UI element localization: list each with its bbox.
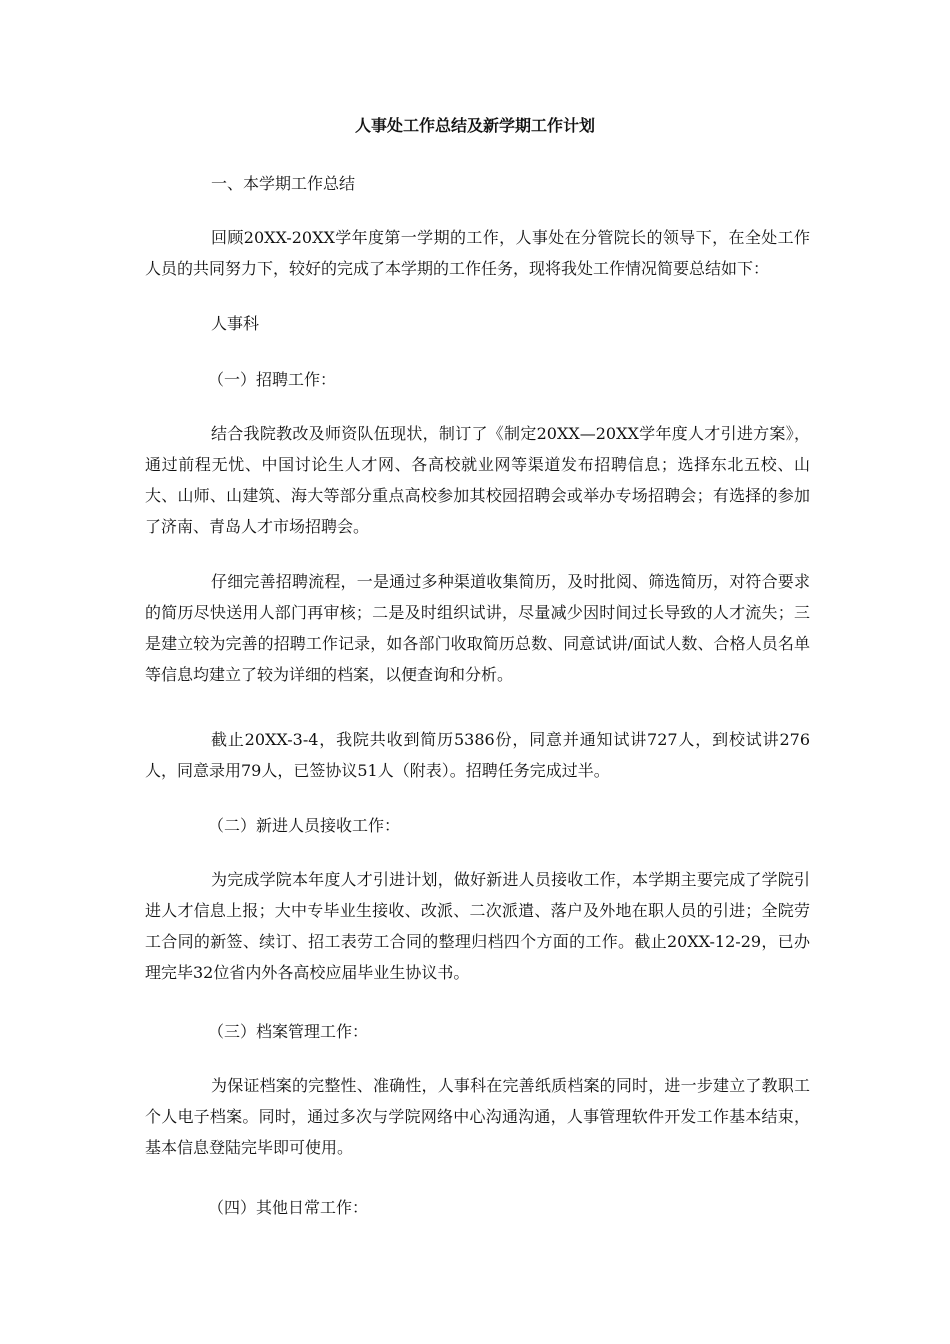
recruitment-paragraph-3: 截止20XX-3-4，我院共收到简历5386份，同意并通知试讲727人，到校试讲276人，同意录用79人，已签协议51人（附表）。招聘任务完成过半。 <box>145 730 810 780</box>
subsection-heading-recruitment: （一）招聘工作： <box>208 370 337 389</box>
recruitment-paragraph-1: 结合我院教改及师资队伍现状，制订了《制定20XX—20XX学年度人才引进方案》，通过前程无忧、中国讨论生人才网、各高校就业网等渠道发布招聘信息；选择东北五校、山大、山师、山建筑、海大等部分重点高校参加其校园招聘会或举办专场招聘会；有选择的参加了济南、青岛人才市场招聘会。 <box>145 424 810 536</box>
subsection-heading-new-staff: （二）新进人员接收工作： <box>208 816 401 835</box>
document-title: 人事处工作总结及新学期工作计划 <box>354 116 595 135</box>
subsection-heading-other-work: （四）其他日常工作： <box>208 1198 369 1217</box>
subsection-heading-archives: （三）档案管理工作： <box>208 1022 369 1041</box>
archives-paragraph: 为保证档案的完整性、准确性，人事科在完善纸质档案的同时，进一步建立了教职工个人电子档案。同时，通过多次与学院网络中心沟通沟通，人事管理软件开发工作基本结束，基本信息登陆完毕即可使用。 <box>145 1076 810 1157</box>
section-heading-summary: 一、本学期工作总结 <box>211 174 356 193</box>
intro-paragraph: 回顾20XX-20XX学年度第一学期的工作，人事处在分管院长的领导下，在全处工作人员的共同努力下，较好的完成了本学期的工作任务，现将我处工作情况简要总结如下： <box>145 228 810 278</box>
new-staff-paragraph: 为完成学院本年度人才引进计划，做好新进人员接收工作，本学期主要完成了学院引进人才信息上报；大中专毕业生接收、改派、二次派遣、落户及外地在职人员的引进；全院劳工合同的新签、续订、招工表劳工合同的整理归档四个方面的工作。截止20XX-12-29，已办理完毕32位省内外各高校应届毕业生协议书。 <box>145 870 810 982</box>
recruitment-paragraph-2: 仔细完善招聘流程，一是通过多种渠道收集简历，及时批阅、筛选简历，对符合要求的简历尽快送用人部门再审核；二是及时组织试讲，尽量减少因时间过长导致的人才流失；三是建立较为完善的招聘工作记录，如各部门收取简历总数、同意试讲/面试人数、合格人员名单等信息均建立了较为详细的档案，以便查询和分析。 <box>145 572 810 684</box>
dept-heading-personnel: 人事科 <box>211 314 260 333</box>
